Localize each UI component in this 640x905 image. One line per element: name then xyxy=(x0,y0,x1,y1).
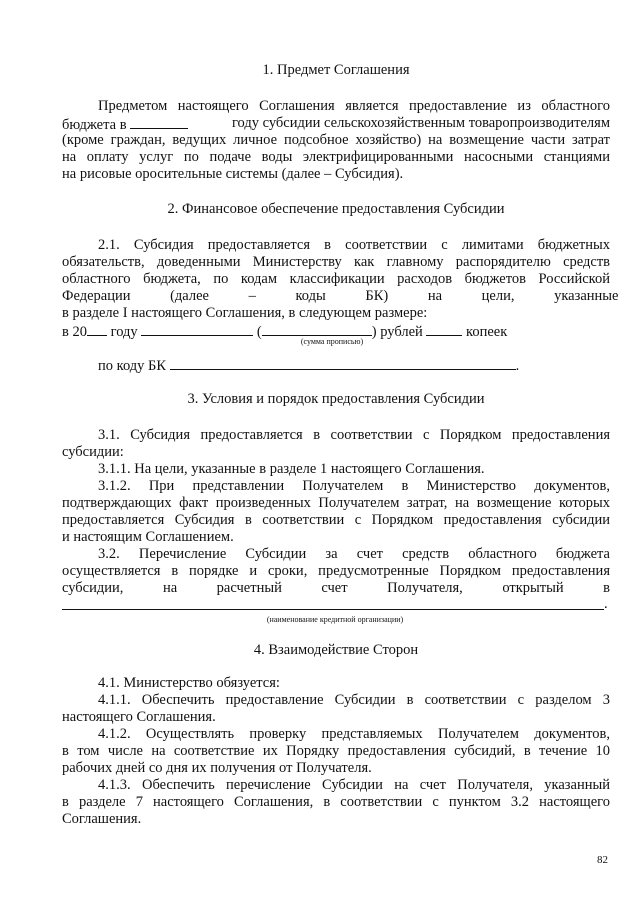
s1-budget-in: бюджета в xyxy=(62,117,127,133)
s1-line-3: (кроме граждан, ведущих личное подсобное хозяйство) на возмещение части затрат xyxy=(62,132,610,148)
s4-line-9: Соглашения. xyxy=(62,811,142,827)
s3-line-6: предоставляется Субсидия в соответствии с Порядком предоставления субсидии xyxy=(62,512,610,528)
s4-line-6: рабочих дней со дня их получения от Получателя. xyxy=(62,760,372,776)
s1-line-4: на оплату услуг по подаче воды электрифицированными насосными станциями xyxy=(62,149,610,165)
s3-line-1: 3.1. Субсидия предоставляется в соответствии с Порядком предоставления xyxy=(98,427,610,443)
section-3-title: 3. Условия и порядок предоставления Субсидии xyxy=(187,391,485,407)
s3-line-10: субсидии, на расчетный счет Получателя, открытый в xyxy=(62,580,610,596)
s1-line-5: на рисовые оросительные системы (далее – Субсидия). xyxy=(62,166,404,182)
bk-code-blank[interactable] xyxy=(170,356,516,370)
s4-line-2: 4.1.1. Обеспечить предоставление Субсидии в соответствии с разделом 3 xyxy=(98,692,610,708)
bank-caption: (наименование кредитной организации) xyxy=(266,615,404,624)
amount-caption: (сумма прописью) xyxy=(300,337,364,346)
year-suffix-blank[interactable] xyxy=(87,322,107,336)
s4-line-5: в том числе на соответствие их Порядку предоставления субсидий, в течение 10 xyxy=(62,743,610,759)
s3-line-4: 3.1.2. При представлении Получателем в Министерство документов, xyxy=(98,478,610,494)
section-2-title: 2. Финансовое обеспечение предоставления Субсидии xyxy=(167,201,505,217)
s3-line-7: и настоящим Соглашением. xyxy=(62,529,234,545)
s2-line-3: областного бюджета, по кодам классификации расходов бюджетов Российской xyxy=(62,271,610,287)
s1-line-1: Предметом настоящего Соглашения является предоставление из областного xyxy=(98,98,610,114)
section-4-title: 4. Взаимодействие Сторон xyxy=(253,642,419,658)
s3-line-9: осуществляется в порядке и сроки, предусмотренные Порядком предоставления xyxy=(62,563,610,579)
bank-line-end: . xyxy=(604,596,608,612)
s4-line-1: 4.1. Министерство обязуется: xyxy=(98,675,280,691)
page-number: 82 xyxy=(597,854,608,866)
s4-line-4: 4.1.2. Осуществлять проверку представляемых Получателем документов, xyxy=(98,726,610,742)
kopeks-blank[interactable] xyxy=(426,322,462,336)
s4-line-8: в разделе 7 настоящего Соглашения, в соответствии с пунктом 3.2 настоящего xyxy=(62,794,610,810)
amount-words-blank[interactable] xyxy=(262,322,372,336)
s3-line-5: подтверждающих факт произведенных Получателем затрат, на возмещение которых xyxy=(62,495,610,511)
bk-line: по коду БК . xyxy=(98,358,520,374)
amount-line: в 20 году ( ) рублей копеек xyxy=(62,324,508,340)
s1-year-text: году субсидии сельскохозяйственным товаропроизводителям xyxy=(231,115,610,131)
s3-line-8: 3.2. Перечисление Субсидии за счет средств областного бюджета xyxy=(98,546,610,562)
s2-line-1: 2.1. Субсидия предоставляется в соответствии с лимитами бюджетных xyxy=(98,237,610,253)
s3-line-3: 3.1.1. На цели, указанные в разделе 1 настоящего Соглашения. xyxy=(98,461,485,477)
s4-line-3: настоящего Соглашения. xyxy=(62,709,216,725)
s2-line-4: Федерации (далее – коды БК) на цели, указанные xyxy=(62,288,619,304)
section-1-title: 1. Предмет Соглашения xyxy=(262,62,410,78)
year-blank[interactable] xyxy=(130,115,188,129)
bank-name-blank[interactable] xyxy=(62,609,604,610)
amount-number-blank[interactable] xyxy=(141,322,253,336)
s4-line-7: 4.1.3. Обеспечить перечисление Субсидии на счет Получателя, указанный xyxy=(98,777,610,793)
s3-line-2: субсидии: xyxy=(62,444,124,460)
s2-line-2: обязательств, доведенными Министерству как главному распорядителю средств xyxy=(62,254,610,270)
s2-line-5: в разделе I настоящего Соглашения, в следующем размере: xyxy=(62,305,428,321)
